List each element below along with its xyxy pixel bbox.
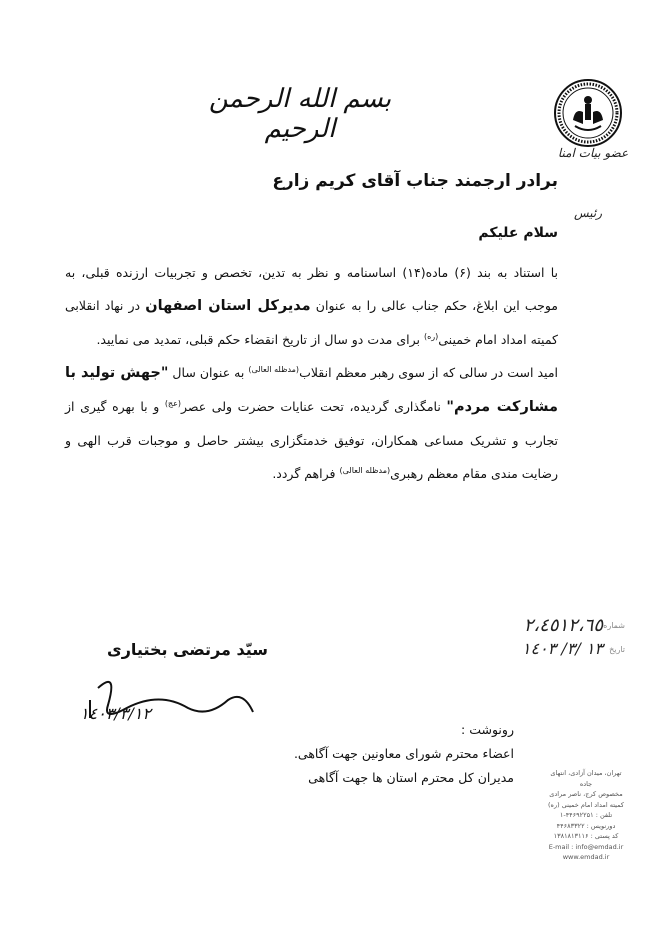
footer-phone: تلفن : ۴۴۶۹۲۲۵۱-۱: [559, 811, 613, 819]
paragraph1-text: در نهاد انقلابی کمیته امداد امام خمینی: [65, 298, 558, 347]
footer-email: E-mail : info@emdad.ir: [548, 842, 624, 851]
footer-address: تهران، میدان آزادی، انتهای جاده: [550, 769, 622, 788]
reference-number-value: ۲،٤٥١٢،٦٥: [523, 615, 603, 636]
signatory-name: سیّد مرتضی بختیاری: [107, 640, 268, 659]
reference-block: [505, 615, 625, 665]
cc-heading: رونوشت :: [461, 722, 514, 737]
body-paragraph-2: [65, 356, 558, 490]
handwritten-annotation: [548, 146, 638, 162]
reference-date-label: تاریخ: [609, 645, 625, 654]
paragraph1-text: برای مدت دو سال از تاریخ انقضاء حکم قبلی، تمدید می نمایید.: [96, 332, 424, 347]
letter-addressee: برادر ارجمند جناب آقای کریم زارع: [272, 171, 558, 191]
honorific-mark: (عج): [164, 398, 181, 408]
cc-recipient: اعضاء محترم شورای معاونین جهت آگاهی.: [293, 746, 514, 761]
body-paragraph-1: [65, 256, 558, 356]
footer-address: کمیته امداد امام خمینی (ره): [548, 800, 624, 809]
bismillah-header: بسم الله الرحمن الرحیم: [208, 84, 392, 144]
handwritten-signature-date: ۱٤۰۳/۳/۱۲: [80, 704, 151, 723]
paragraph2-text: امید است در سالی که از سوی رهبر معظم انقلاب: [299, 365, 559, 380]
honorific-mark: (مدظله العالی): [248, 364, 300, 374]
honorific-mark: (مدظله العالی): [339, 465, 391, 475]
paragraph2-text: نامگذاری گردیده، تحت عنایات حضرت ولی عصر: [181, 399, 447, 414]
paragraph1-text: با استناد به بند (۶) ماده(۱۴) اساسنامه و نظر به تدین، تخصص و تجربیات ارزنده قبلی، به موجب این ابلاغ، حکم جناب عالی را به عنوان: [65, 265, 558, 313]
contact-footer: [546, 768, 626, 863]
footer-fax: دورنویس : ۴۴۶۸۳۳۲۲: [556, 821, 616, 830]
paragraph2-text: فراهم گردد.: [272, 466, 340, 481]
cc-recipient: مدیران کل محترم استان ها جهت آگاهی: [308, 770, 514, 785]
paragraph2-text: و با بهره گیری از تجارب و تشریک مساعی همکاران، توفیق خدمتگزاری بیشتر حاصل و موجبات قرب الهی و رضایت مندی مقام معظم رهبری: [65, 399, 558, 481]
letter-greeting: سلام علیکم: [478, 225, 558, 241]
letter-body: [65, 256, 558, 490]
footer-address: مخصوص کرج، ناصر مرادی: [549, 790, 623, 798]
reference-number-label: شماره: [603, 621, 625, 630]
footer-postal-code: کد پستی : ۱۳۸۱۸۱۳۱۱۶: [553, 832, 619, 840]
reference-date-value: ۱٤۰۳ /۳/ ۱۳: [521, 639, 603, 658]
carbon-copy-block: [184, 718, 514, 790]
honorific-mark: (ره): [423, 331, 439, 341]
paragraph2-text: به عنوان سال: [168, 365, 249, 380]
year-slogan: "جهش تولید با مشارکت مردم": [65, 365, 558, 415]
footer-website: www.emdad.ir: [562, 853, 610, 861]
organization-emblem-icon: [553, 78, 623, 148]
handwritten-annotation-top: عضو بیات امنا: [557, 146, 629, 160]
appointment-title: مدیرکل استان اصفهان: [145, 298, 311, 314]
handwritten-annotation-bottom: رئیس: [573, 206, 603, 220]
